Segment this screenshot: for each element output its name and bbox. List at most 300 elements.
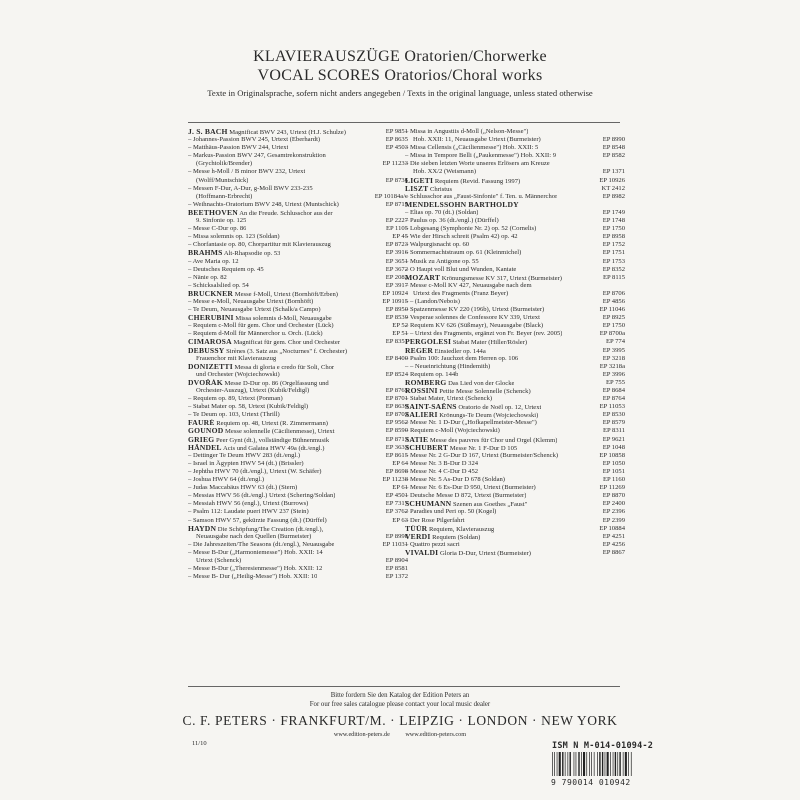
edition-number: EP 1749: [602, 208, 625, 216]
entry-title: [188, 306, 321, 314]
edition-number: EP 11046: [599, 306, 625, 314]
composer-name: BRAHMS: [188, 249, 223, 258]
entry-title: [188, 363, 334, 371]
composer-name: BEETHOVEN: [188, 208, 238, 217]
edition-number: EP 10915: [382, 297, 408, 305]
catalog-entry: [188, 177, 408, 185]
barcode-bar: [619, 752, 620, 776]
work-title: Hob. XX/2 (Weismann): [413, 168, 477, 176]
work-title: – Schlusschor aus „Faust-Sinfonie" f. Ten. u. Männerchor: [405, 192, 558, 200]
work-title: – Vesperae solennes de Confessore KV 339, Urtext: [405, 314, 540, 322]
catalog-entry: [188, 225, 408, 233]
entry-title: [405, 533, 480, 541]
entry-title: [188, 241, 331, 249]
composer-name: GOUNOD: [188, 427, 224, 436]
catalog-entry: [188, 160, 408, 168]
edition-number: EP 3916: [385, 249, 408, 257]
entry-title: [405, 152, 556, 160]
work-title: – Schicksalslied op. 54: [188, 281, 249, 289]
work-title: – Requiem op. 144b: [405, 370, 459, 378]
edition-number: EP 3996: [602, 370, 625, 378]
catalog-subtitle: Texte in Originalsprache, sofern nicht anders angegeben / Texts in the original language, unless stated otherwise: [207, 88, 593, 98]
entry-title: [188, 338, 340, 346]
entry-title: [405, 314, 540, 322]
catalog-entry: [405, 476, 625, 484]
entry-title: [405, 436, 557, 444]
edition-number: EP 10184a/c: [374, 192, 408, 200]
entry-title: [188, 541, 334, 549]
catalog-entry: [188, 193, 408, 201]
catalog-entry: [405, 152, 625, 160]
ismn-label: ISM N M-014-01094-2: [552, 741, 654, 751]
edition-number: EP 63: [392, 516, 408, 524]
entry-title: [405, 476, 505, 484]
edition-number: EP 1750: [602, 225, 625, 233]
entry-title: [405, 160, 550, 168]
entry-title: [188, 209, 333, 217]
composer-name: SATIE: [405, 435, 429, 444]
catalog-entry: [405, 274, 625, 282]
work-title: – Requiem c-Moll für gem. Chor und Orchester (Lück): [188, 322, 334, 330]
catalog-entry: [405, 330, 625, 338]
composer-name: CHERUBINI: [188, 314, 234, 323]
composer-name: MENDELSSOHN BARTHOLDY: [405, 200, 519, 209]
catalog-entry: [188, 314, 408, 322]
edition-number: EP 8524: [385, 370, 408, 378]
catalog-entry: [405, 144, 625, 152]
work-title: Requiem op. 48, Urtext (R. Zimmermann): [214, 420, 328, 428]
edition-number: EP 4856: [602, 297, 625, 305]
entry-title: [188, 201, 339, 209]
entry-title: [188, 258, 239, 266]
entry-title: [188, 557, 241, 565]
barcode-bar: [628, 752, 629, 776]
catalog-entry: [405, 508, 625, 516]
edition-number: EP 52: [392, 322, 408, 330]
catalog-entry: [405, 427, 625, 435]
catalog-entry: [188, 411, 408, 419]
barcode-bar: [578, 752, 579, 776]
catalog-entry: [188, 436, 408, 444]
work-title: – Elias op. 70 (dt.) (Soldan): [405, 208, 479, 216]
entry-title: [188, 160, 252, 168]
work-title: – Messe Nr. 5 As-Dur D 678 (Soldan): [405, 476, 505, 484]
barcode-bar: [605, 752, 606, 776]
catalog-entry: [405, 395, 625, 403]
edition-number: EP 8706: [602, 289, 625, 297]
edition-number: EP 8400: [385, 354, 408, 362]
catalog-entry: [188, 403, 408, 411]
edition-number: EP 4256: [602, 540, 625, 548]
work-title: Requiem (Revid. Fassung 1997): [433, 177, 521, 185]
entry-title: [188, 298, 313, 306]
catalog-entry: [188, 541, 408, 549]
work-title: – – (Landon/Nebois): [405, 297, 460, 305]
barcode-bar: [565, 752, 566, 776]
work-title: Sirènes (3. Satz aus „Nocturnes" f. Orchester): [224, 347, 348, 355]
composer-name: REGER: [405, 346, 434, 355]
catalog-entry: [188, 185, 408, 193]
work-title: – Dettinger Te Deum HWV 283 (dt./engl.): [188, 451, 301, 459]
edition-number: EP 3995: [602, 346, 625, 354]
edition-number: EP 8719: [385, 200, 408, 208]
entry-title: [188, 322, 334, 330]
edition-number: EP 755: [606, 378, 625, 386]
composer-name: SALIERI: [405, 411, 438, 420]
barcode-bar: [623, 752, 624, 776]
work-title: – Matthäus-Passion BWV 244, Urtext: [188, 144, 289, 152]
catalog-entry: [405, 460, 625, 468]
catalog-entry: [405, 452, 625, 460]
barcode-bar: [583, 752, 585, 776]
entry-title: [405, 274, 562, 282]
work-title: – Musik zu Antigone op. 55: [405, 257, 479, 265]
entry-title: [188, 508, 309, 516]
work-title: – Wie der Hirsch schreit (Psalm 42) op. 42: [405, 233, 518, 241]
catalog-entry: [188, 322, 408, 330]
work-title: – Requiem op. 89, Urtext (Ponman): [188, 395, 283, 403]
edition-number: EP 1160: [602, 476, 625, 484]
work-title: Messe Nr. 1 F-Dur D 105: [448, 444, 518, 452]
work-title: – Jephtha HWV 70 (dt./engl.), Urtext (W. Schäfer): [188, 467, 322, 475]
catalog-entry: [188, 363, 408, 371]
catalog-entry: [405, 387, 625, 395]
work-title: Szenen aus Goethes „Faust": [451, 501, 528, 509]
entry-title: [405, 185, 452, 193]
entry-title: [405, 217, 499, 225]
entry-title: [188, 185, 313, 193]
work-title: Alt-Rhapsodie op. 53: [222, 250, 281, 258]
composer-name: GRIEG: [188, 435, 215, 444]
catalog-entry: [188, 444, 408, 452]
edition-number: EP 11053: [599, 403, 625, 411]
entry-title: [188, 427, 335, 435]
work-title: Krönungsmesse KV 317, Urtext (Burmeister): [440, 274, 562, 282]
entry-title: [405, 209, 478, 217]
catalog-entry: [188, 249, 408, 257]
catalog-entry: [405, 322, 625, 330]
edition-number: EP 8700a: [599, 330, 625, 338]
catalog-entry: [188, 533, 408, 541]
barcode-bar: [557, 752, 558, 776]
catalog-entry: [188, 549, 408, 557]
work-title: Urtext (Schenck): [196, 556, 242, 564]
catalog-entry: [405, 468, 625, 476]
website-links: www.edition-peters.de www.edition-peters.com: [333, 731, 467, 738]
edition-number: EP 8539: [385, 314, 408, 322]
work-title: – Requiem c-Moll (Wojciechowski): [405, 427, 500, 435]
edition-number: EP 7317: [385, 500, 408, 508]
edition-number: EP 1050: [602, 459, 625, 467]
catalog-entry: [405, 177, 625, 185]
edition-number: EP 2396: [602, 508, 625, 516]
work-title: – Psalm 112: Laudate pueri HWV 237 (Stein): [188, 508, 309, 516]
entry-title: [188, 517, 327, 525]
catalog-entry: [405, 282, 625, 290]
catalog-entry: [188, 274, 408, 282]
work-title: Missa solemnis d-Moll, Neuausgabe: [233, 315, 332, 323]
work-title: Orchester-Auszug), Urtext (Kubik/Feldigl): [196, 387, 310, 394]
work-title: – Spatzenmesse KV 220 (196b), Urtext (Burmeister): [405, 306, 545, 314]
entry-title: [188, 403, 308, 411]
catalog-entry: [405, 217, 625, 225]
composer-name: SAINT-SAËNS: [405, 403, 457, 412]
work-title: – Joshua HWV 64 (dt./engl.): [188, 476, 265, 484]
barcode-bar: [574, 752, 575, 776]
work-title: – Messe B-Dur („Harmoniemesse") Hob. XXII: 14: [188, 548, 323, 556]
edition-number: EP 10858: [599, 451, 625, 459]
catalog-entry: [405, 136, 625, 144]
catalog-entry: [188, 330, 408, 338]
edition-number: EP 1372: [385, 573, 408, 581]
entry-title: [188, 330, 323, 338]
entry-title: [405, 282, 532, 290]
entry-title: [405, 411, 538, 419]
edition-number: EP 11031: [382, 540, 408, 548]
work-title: – Deutsches Requiem op. 45: [188, 265, 264, 273]
composer-name: VIVALDI: [405, 548, 439, 557]
edition-number: EP 8684: [602, 387, 625, 394]
work-title: – Chorfantasie op. 80, Chorpartitur mit Klavierauszug: [188, 241, 331, 249]
catalog-entry: [405, 298, 625, 306]
edition-number: EP 8990: [602, 136, 625, 144]
entry-title: [188, 476, 264, 484]
edition-number: EP 8615: [385, 451, 408, 459]
work-title: – Psalm 100: Jauchzet dem Herren op. 106: [405, 354, 519, 362]
entry-title: [405, 468, 478, 476]
entry-title: [188, 266, 264, 274]
work-title: – Samson HWV 57, gekürzte Fassung (dt.) (Dürffel): [188, 516, 327, 524]
edition-number: EP 8351: [385, 338, 408, 346]
edition-number: EP 8582: [602, 152, 625, 160]
edition-number: EP 1105: [385, 225, 408, 233]
work-title: Magnificat für gem. Chor und Orchester: [231, 339, 341, 347]
work-title: Peer Gynt (dt.), vollständige Bühnenmusik: [214, 436, 330, 444]
work-title: – Missa in Angustiis d-Moll („Nelson-Messe"): [405, 128, 529, 135]
work-title: – Messiah HWV 56 (engl.), Urtext (Burrows): [188, 500, 309, 508]
entry-title: [405, 371, 458, 379]
entry-title: [188, 533, 311, 541]
edition-number: EP 3218a: [599, 362, 625, 370]
entry-title: [188, 314, 332, 322]
catalog-entry: [188, 355, 408, 363]
edition-number: EP 8115: [602, 273, 625, 281]
catalog-entry: [405, 403, 625, 411]
entry-title: [188, 152, 326, 160]
work-title: – Die sieben letzten Worte unseres Erlösers am Kreuze: [405, 160, 550, 168]
work-title: – Messe B- Dur („Heilig-Messe") Hob. XXII: 10: [188, 573, 318, 581]
edition-number: EP 45: [392, 233, 408, 241]
composer-name: MOZART: [405, 273, 441, 282]
catalog-entry: [188, 371, 408, 379]
catalog-entry: [405, 533, 625, 541]
edition-number: EP 8958: [602, 233, 625, 241]
catalog-entry: [405, 209, 625, 217]
work-title: – Missa Cellensis („Cäcilienmesse") Hob. XXII: 5: [405, 144, 539, 152]
entry-title: [188, 371, 280, 379]
entry-title: [405, 128, 528, 136]
composer-name: BRUCKNER: [188, 289, 234, 298]
composer-name: CIMAROSA: [188, 338, 232, 347]
entry-title: [188, 274, 227, 282]
barcode-bar: [597, 752, 598, 776]
entry-title: [188, 468, 322, 476]
work-title: – Messe Nr. 3 B-Dur D 324: [405, 459, 479, 467]
work-title: Gloria D-Dur, Urtext (Burmeister): [438, 549, 531, 557]
entry-title: [405, 541, 460, 549]
edition-number: EP 8352: [602, 265, 625, 273]
entry-title: [405, 379, 514, 387]
catalog-entry: [188, 241, 408, 249]
entry-title: [188, 249, 280, 257]
composer-name: LISZT: [405, 184, 429, 193]
edition-number: EP 10884: [599, 524, 625, 532]
work-title: – Messe C-Dur op. 86: [188, 225, 247, 233]
work-title: Magnificat BWV 243, Urtext (H.J. Schulze): [227, 129, 346, 136]
edition-number: EP 1753: [602, 257, 625, 265]
work-title: Acis und Galatea HWV 49a (dt./engl.): [221, 444, 325, 452]
entry-title: [188, 387, 309, 395]
catalog-entry: [188, 452, 408, 460]
catalog-entry: [405, 201, 625, 209]
barcode-bar: [631, 752, 632, 776]
edition-number: EP 8530: [602, 411, 625, 419]
catalog-entry: [188, 298, 408, 306]
entry-title: [188, 452, 300, 460]
bottom-divider: [188, 686, 620, 687]
entry-title: [405, 233, 518, 241]
entry-title: [405, 298, 460, 306]
catalog-entry: [188, 419, 408, 427]
catalog-entry: [188, 573, 408, 581]
work-title: – Markus-Passion BWV 247, Gesamtrekonstruktion: [188, 152, 326, 160]
entry-title: [405, 517, 465, 525]
catalog-entry: [188, 427, 408, 435]
work-title: An die Freude. Schlusschor aus der: [237, 209, 333, 217]
catalog-entry: [188, 492, 408, 500]
entry-title: [188, 395, 283, 403]
catalog-entry: [405, 492, 625, 500]
catalog-entry: [188, 565, 408, 573]
catalog-entry: [405, 549, 625, 557]
entry-title: [405, 306, 544, 314]
work-title: – Die Jahreszeiten/The Seasons (dt./engl.), Neuausgabe: [188, 540, 335, 548]
work-title: (Hoffmann-Erbrecht): [196, 192, 253, 200]
edition-number: EP 3633: [385, 443, 408, 451]
entry-title: [188, 128, 346, 136]
catalog-entry: [405, 355, 625, 363]
top-divider: [188, 122, 620, 123]
barcode-bar: [570, 752, 571, 776]
entry-title: [188, 144, 288, 152]
edition-number: EP 64: [392, 459, 408, 467]
entry-title: [188, 419, 328, 427]
entry-title: [188, 484, 297, 492]
edition-number: EP 8590: [385, 427, 408, 435]
edition-number: EP 8701: [385, 395, 408, 403]
entry-title: [405, 395, 492, 403]
composer-name: DVOŘÁK: [188, 378, 223, 387]
entry-title: [405, 290, 508, 298]
entry-title: [405, 225, 536, 233]
catalog-entry: [188, 395, 408, 403]
catalog-entry: [188, 500, 408, 508]
composer-name: HAYDN: [188, 524, 217, 533]
work-title: Stabat Mater (Hiller/Rösler): [451, 339, 528, 347]
entry-title: [405, 387, 531, 395]
entry-title: [405, 525, 494, 533]
edition-number: EP 8925: [602, 314, 625, 322]
edition-number: EP 2399: [602, 516, 625, 524]
entry-title: [188, 282, 249, 290]
edition-number: EP 8764: [602, 395, 625, 403]
composer-name: SCHUMANN: [405, 500, 452, 509]
catalog-entry: [405, 290, 625, 298]
work-title: Einsiedler op. 144a: [433, 347, 486, 355]
work-title: – Messias HWV 56 (dt./engl.) Urtext (Schering/Soldan): [188, 492, 336, 500]
edition-number: EP 4503: [385, 144, 408, 152]
catalog-entry: [188, 484, 408, 492]
barcode-bar: [576, 752, 577, 776]
entry-title: [188, 136, 320, 144]
work-title: – Deutsche Messe D 872, Urtext (Burmeister): [405, 492, 527, 500]
catalog-entry: [188, 387, 408, 395]
edition-number: EP 8998: [385, 532, 408, 540]
work-title: – – Neueinrichtung (Hindemith): [405, 362, 491, 370]
catalog-entry: [188, 347, 408, 355]
entry-title: [405, 549, 531, 557]
barcode-bar: [559, 752, 561, 776]
work-title: – Paradies und Peri op. 50 (Kogel): [405, 508, 497, 516]
work-title: – Messe c-Moll KV 427, Neuausgabe nach dem: [405, 281, 532, 289]
barcode-bar: [610, 752, 611, 776]
barcode-bar: [591, 752, 592, 776]
barcode-bar: [586, 752, 587, 776]
catalog-entry: [188, 209, 408, 217]
work-title: (Grychtolik/Brender): [196, 160, 253, 168]
work-title: Neuausgabe nach den Quellen (Burmeister): [196, 532, 312, 540]
edition-number: EP 10926: [599, 176, 625, 184]
entry-title: [405, 452, 558, 460]
catalog-entry: [405, 314, 625, 322]
catalog-request-de: Bitte fordern Sie den Katalog der Edition Peters an: [330, 692, 470, 699]
catalog-entry: [405, 484, 625, 492]
work-title: Das Lied von der Glocke: [446, 379, 515, 387]
work-title: – Messe B-Dur („Theresienmesse") Hob. XXII: 12: [188, 565, 323, 573]
work-title: Messe des pauvres für Chor und Orgel (Klemm): [428, 436, 558, 444]
edition-number: EP 8950: [385, 306, 408, 314]
work-title: – Requiem d-Moll für Männerchor u. Orch. (Lück): [188, 330, 323, 338]
work-title: – Israel in Ägypten HWV 54 (dt.) (Brissler): [188, 459, 304, 467]
catalog-entry: [405, 233, 625, 241]
barcode-graphic: [551, 752, 647, 776]
entry-title: [188, 565, 322, 573]
catalog-title-english: VOCAL SCORES Oratorios/Choral works: [257, 67, 543, 84]
entry-title: [405, 460, 478, 468]
barcode-bar: [554, 752, 555, 776]
work-title: – Walpurgisnacht op. 60: [405, 241, 470, 249]
catalog-entry: [188, 306, 408, 314]
catalog-entry: [188, 460, 408, 468]
edition-number: EP 9621: [602, 435, 625, 443]
catalog-entry: [188, 282, 408, 290]
barcode-bar: [568, 752, 569, 776]
work-title: – Te Deum, Neuausgabe Urtext (Schalk/a Campo): [188, 306, 321, 314]
work-title: und Orchester (Wojciechowski): [196, 370, 280, 378]
barcode-number: 9 790014 010942: [551, 778, 631, 787]
work-title: Messe solennelle (Cäcilienmesse), Urtext: [223, 428, 335, 436]
work-title: – Lobgesang (Symphonie Nr. 2) op. 52 (Cornelis): [405, 225, 537, 233]
